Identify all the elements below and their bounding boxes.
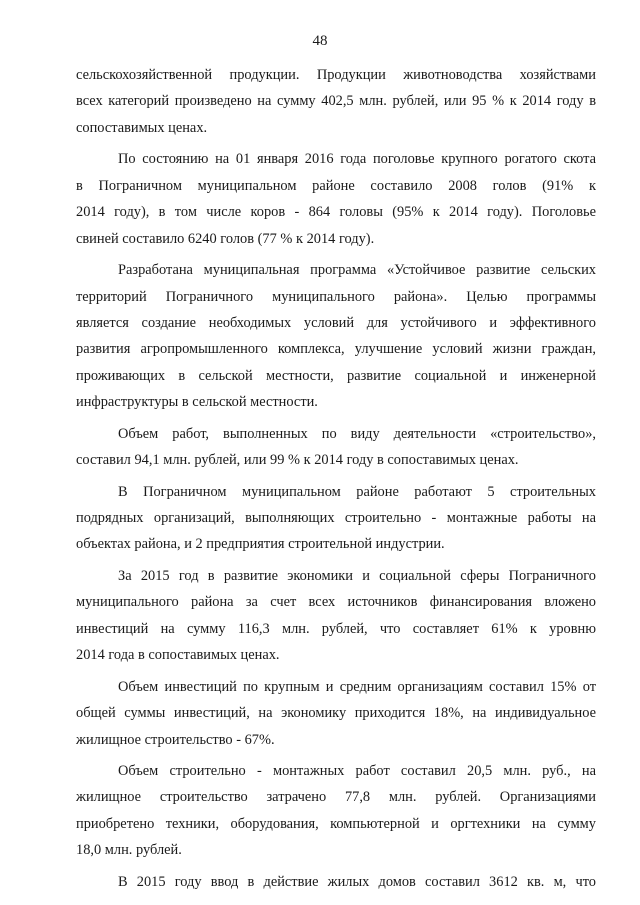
text-line: Объем строительно - монтажных работ составил 20,5 млн. руб., на xyxy=(118,763,596,780)
paragraph-construction-orgs xyxy=(76,479,596,558)
paragraph-installation-works xyxy=(76,758,596,864)
text-line: территорий Пограничного муниципального района». Целью программы xyxy=(76,288,596,305)
text-line: муниципального района за счет всех источников финансирования вложено xyxy=(76,594,596,611)
text-line: составил 94,1 млн. рублей, или 99 % к 2014 году в сопоставимых ценах. xyxy=(76,452,519,469)
text-line: В Пограничном муниципальном районе работают 5 строительных xyxy=(118,483,596,500)
paragraph-investments xyxy=(76,563,596,669)
text-line: 2014 году), в том числе коров - 864 головы (95% к 2014 году). Поголовье xyxy=(76,204,596,221)
text-line: сопоставимых ценах. xyxy=(76,119,208,136)
text-line: приобретено техники, оборудования, компьютерной и оргтехники на сумму xyxy=(76,815,596,832)
text-line: свиней составило 6240 голов (77 % к 2014 году). xyxy=(76,230,375,247)
text-line: Объем инвестиций по крупным и средним организациям составил 15% от xyxy=(118,678,596,695)
text-line: всех категорий произведено на сумму 402,5 млн. рублей, или 95 % к 2014 году в xyxy=(76,93,596,110)
body-text xyxy=(76,62,596,895)
text-line: Разработана муниципальная программа «Устойчивое развитие сельских xyxy=(118,262,596,279)
text-line: 2014 года в сопоставимых ценах. xyxy=(76,647,280,664)
text-line: жилищное строительство затрачено 77,8 млн. рублей. Организациями xyxy=(76,789,596,806)
text-line: 18,0 млн. рублей. xyxy=(76,842,182,859)
text-line: развития агропромышленного комплекса, улучшение условий жизни граждан, xyxy=(76,341,596,358)
text-line: сельскохозяйственной продукции. Продукции животноводства хозяйствами xyxy=(76,67,596,83)
paragraph-continuation xyxy=(76,62,596,141)
paragraph-investment-structure xyxy=(76,674,596,753)
text-line: По состоянию на 01 января 2016 года поголовье крупного рогатого скота xyxy=(118,151,596,168)
paragraph-construction-volume xyxy=(76,421,596,474)
text-line: подрядных организаций, выполняющих строительно - монтажные работы на xyxy=(76,510,596,526)
text-line: является создание необходимых условий для устойчивого и эффективного xyxy=(76,314,596,331)
text-line: в Пограничном муниципальном районе составило 2008 голов (91% к xyxy=(76,177,596,194)
paragraph-livestock xyxy=(76,146,596,252)
text-line: инвестиций на сумму 116,3 млн. рублей, что составляет 61% к уровню xyxy=(76,620,596,637)
text-line: В 2015 году ввод в действие жилых домов составил 3612 кв. м, что xyxy=(118,873,596,890)
text-line: Объем работ, выполненных по виду деятельности «строительство», xyxy=(118,425,596,442)
text-line: объектах района, и 2 предприятия строительной индустрии. xyxy=(76,536,445,553)
paragraph-program xyxy=(76,257,596,415)
text-line: За 2015 год в развитие экономики и социальной сферы Пограничного xyxy=(118,567,596,584)
text-line: жилищное строительство - 67%. xyxy=(76,731,275,748)
page-number: 48 xyxy=(312,33,328,49)
text-line: проживающих в сельской местности, развитие социальной и инженерной xyxy=(76,367,596,384)
paragraph-housing xyxy=(76,869,596,895)
text-line: инфраструктуры в сельской местности. xyxy=(76,394,318,411)
text-line: общей суммы инвестиций, на экономику приходится 18%, на индивидуальное xyxy=(76,705,596,722)
